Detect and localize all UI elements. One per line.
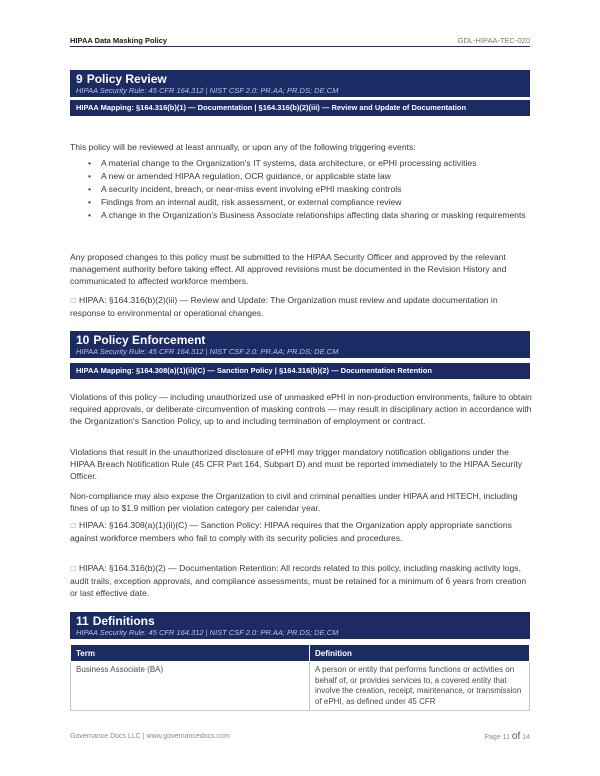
column-header-term: Term (71, 645, 310, 662)
note-text: HIPAA: §164.308(a)(1)(ii)(C) — Sanction Policy: HIPAA requires that the Organization apply appropriate sanctions against workforce members who fail to comply with its security policies and procedures. (70, 520, 512, 543)
section-title-text: Policy Enforcement (93, 333, 206, 347)
section-10-violations-paragraph: Violations of this policy — including unauthorized use of unmasked ePHI in non-production environments, failure to obtain required approvals, or deliberate circumvention of masking controls — may result in disciplinary action in accordance with the Organization's Sanction Policy, up to and including termination of employment or contract. (70, 392, 532, 426)
note-icon: ☐ (70, 565, 77, 573)
section-10-penalties-paragraph: Non-compliance may also expose the Organization to civil and criminal penalties under HIPAA and HITECH, including fines of up to $1.9 million per violation category per calendar year. (70, 491, 518, 513)
section-10-sanction-note (70, 519, 532, 544)
note-text: HIPAA: §164.316(b)(2)(iii) — Review and Update: The Organization must review and update documentation in response to environmental or operational changes. (70, 295, 498, 318)
section-10-title (76, 333, 524, 347)
section-number: 10 (76, 333, 90, 347)
table-cell-definition: A person or entity that performs functions or activities on behalf of, or provides services to, a covered entity that involve the creation, receipt, maintenance, or transmission of ePHI, as defined under 45 CFR (310, 662, 530, 711)
note-text: HIPAA: §164.316(b)(2) — Documentation Retention: All records related to this policy, including masking activity logs, audit trails, exception approvals, and compliance assessments, must be retained for a minimum of 6 years from creation or last effective date. (70, 563, 527, 598)
definitions-table (70, 644, 530, 711)
footer-company: Governance Docs LLC | www.governancedocs.com (70, 733, 230, 740)
section-9-title (76, 72, 524, 86)
column-header-definition: Definition (310, 645, 530, 662)
document-id: GDL-HIPAA-TEC-020 (457, 36, 530, 45)
page-label: Page (484, 734, 501, 741)
section-10-retention-note (70, 562, 532, 599)
list-item: • A material change to the Organization's IT systems, data architecture, or ePHI processing activities (88, 158, 534, 169)
note-icon: ☐ (70, 297, 77, 305)
list-item: • A new or amended HIPAA regulation, OCR guidance, or applicable state law (88, 171, 534, 182)
section-9-approval-paragraph: Any proposed changes to this policy must be submitted to the HIPAA Security Officer and approved by the relevant management authority before taking effect. All approved revisions must be documented in the Revision History and communicated to affected workforce members. (70, 252, 507, 286)
page-current: 11 (502, 734, 510, 741)
list-item: • A security incident, breach, or near-miss event involving ePHI masking controls (88, 184, 534, 195)
document-title: HIPAA Data Masking Policy (70, 36, 168, 45)
header-divider (70, 46, 530, 47)
section-title-text: Definitions (92, 614, 155, 628)
section-10-subtitle: HIPAA Security Rule: 45 CFR 164.312 | NIST CSF 2.0: PR.AA; PR.DS; DE.CM (76, 347, 339, 356)
section-10-mapping-banner: HIPAA Mapping: §164.308(a)(1)(ii)(C) — Sanction Policy | §164.316(b)(2) — Documentation Retention (70, 363, 530, 379)
section-9-hipaa-note (70, 294, 532, 319)
page-of: of (511, 731, 521, 742)
section-9-subtitle: HIPAA Security Rule: 45 CFR 164.312 | NIST CSF 2.0: PR.AA; PR.DS; DE.CM (76, 86, 339, 95)
section-title-text: Policy Review (86, 72, 167, 86)
section-number: 11 (76, 614, 89, 628)
page-number (484, 731, 530, 742)
section-9-intro: This policy will be reviewed at least annually, or upon any of the following triggering events: (70, 142, 416, 152)
list-item: • Findings from an internal audit, risk assessment, or external compliance review (88, 197, 534, 208)
trigger-events-list (88, 158, 534, 223)
section-number: 9 (76, 72, 83, 86)
section-11-subtitle: HIPAA Security Rule: 45 CFR 164.312 | NIST CSF 2.0: PR.AA; PR.DS; DE.CM (76, 628, 339, 637)
section-11-heading (70, 612, 530, 639)
table-row (71, 662, 530, 711)
table-cell-term: Business Associate (BA) (71, 662, 310, 711)
note-icon: ☐ (70, 522, 77, 530)
list-item: • A change in the Organization's Business Associate relationships affecting data sharing or masking requirements (88, 210, 534, 221)
section-9-heading (70, 70, 530, 97)
table-header-row (71, 645, 530, 662)
page-total: 14 (522, 734, 530, 741)
section-10-breach-paragraph: Violations that result in the unauthorized disclosure of ePHI may trigger mandatory notification obligations under the HIPAA Breach Notification Rule (45 CFR Part 164, Subpart D) and must be reported immediately to the HIPAA Security Officer. (70, 447, 523, 481)
section-9-mapping-banner: HIPAA Mapping: §164.316(b)(1) — Documentation | §164.316(b)(2)(iii) — Review and Update of Documentation (70, 100, 530, 116)
section-10-heading (70, 331, 530, 358)
section-11-title (76, 614, 524, 628)
